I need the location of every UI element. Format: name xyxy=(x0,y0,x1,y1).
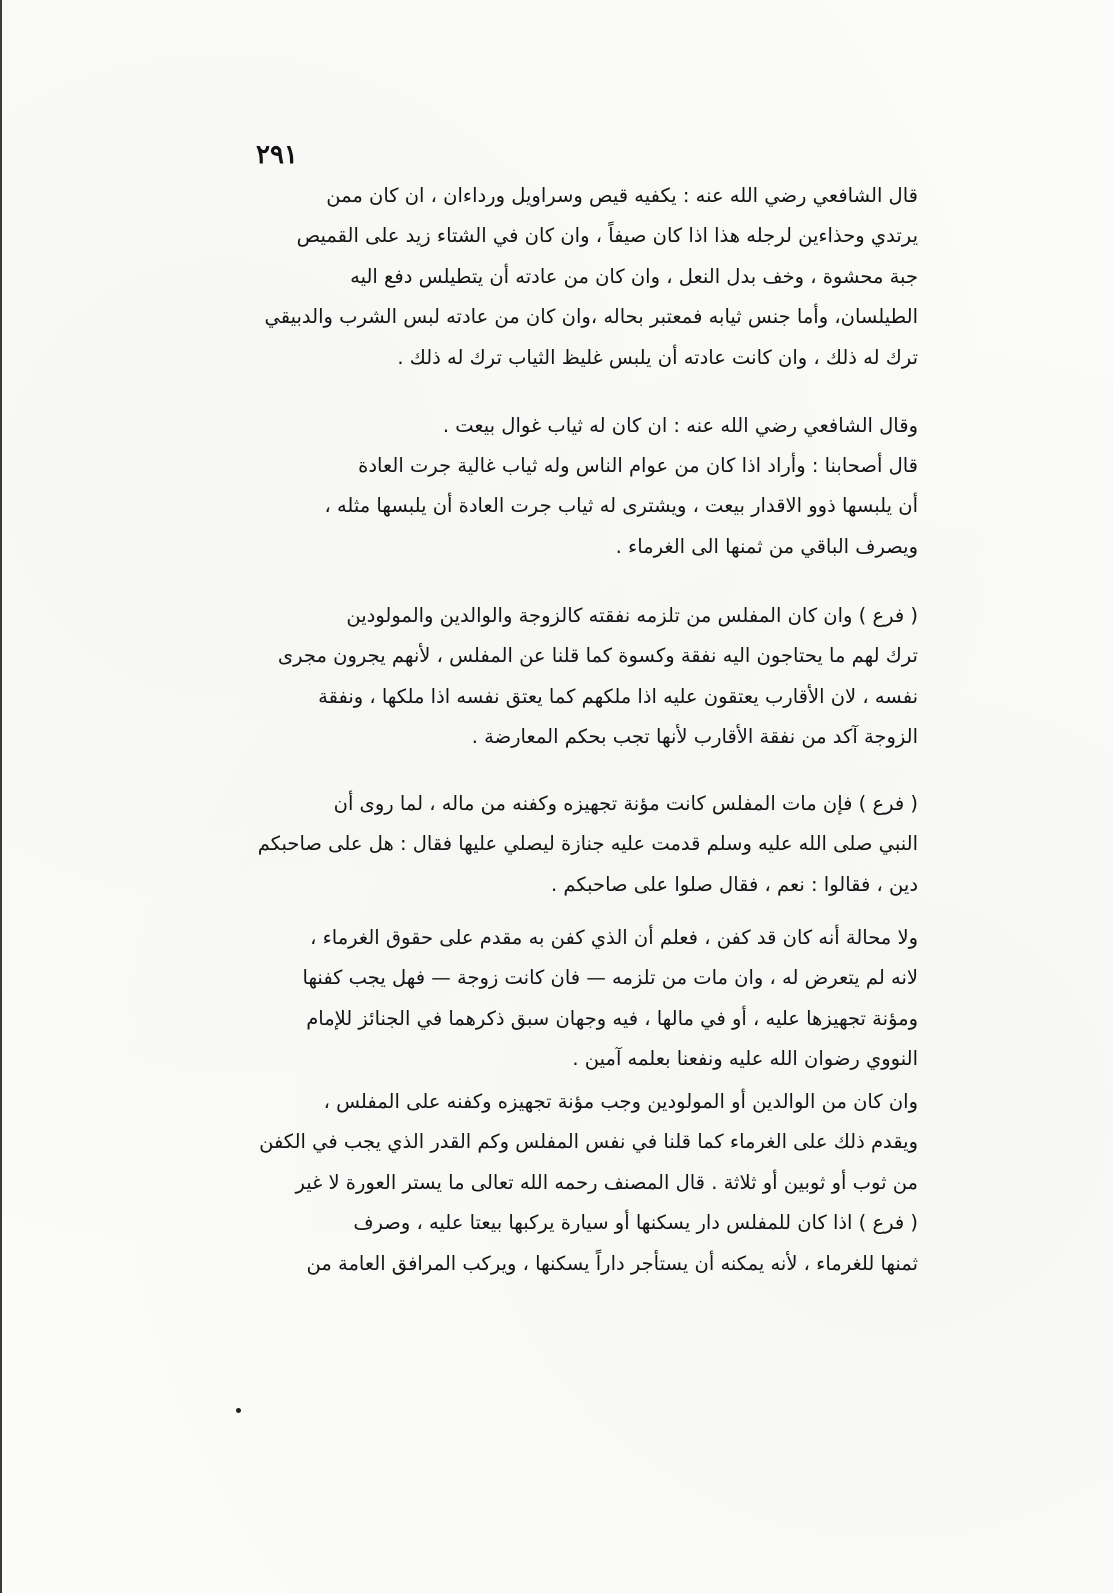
text-line: جبة محشوة ، وخف بدل النعل ، وان كان من عادته أن يتطيلس دفع اليه xyxy=(350,264,918,288)
text-line: ولا محالة أنه كان قد كفن ، فعلم أن الذي كفن به مقدم على حقوق الغرماء ، xyxy=(310,926,918,949)
page-edge-shadow xyxy=(0,0,2,1593)
paragraph-2 xyxy=(200,406,918,446)
text-line: وان كان من الوالدين أو المولودين وجب مؤنة تجهيزه وكفنه على المفلس ، xyxy=(323,1090,918,1113)
text-line: ترك لهم ما يحتاجون اليه نفقة وكسوة كما قلنا عن المفلس ، لأنهم يجرون مجرى xyxy=(277,644,918,668)
text-line: قال أصحابنا : وأراد اذا كان من عوام الناس وله ثياب غالية جرت العادة xyxy=(358,454,918,477)
text-line: ( فرع ) فإن مات المفلس كانت مؤنة تجهيزه وكفنه من ماله ، لما روى أن xyxy=(333,792,918,815)
text-line: من ثوب أو ثوبين أو ثلاثة . قال المصنف رحمه الله تعالى ما يستر العورة لا غير xyxy=(295,1170,918,1194)
paragraph-6 xyxy=(200,918,918,1080)
text-line: الطيلسان، وأما جنس ثيابه فمعتبر بحاله ،وان كان من عادته لبس الشرب والدبيقي xyxy=(264,305,918,329)
paragraph-7 xyxy=(200,1082,918,1284)
paragraph-3 xyxy=(200,446,918,567)
paragraph-5 xyxy=(200,784,918,905)
text-line: ويقدم ذلك على الغرماء كما قلنا في نفس المفلس وكم القدر الذي يجب في الكفن xyxy=(259,1130,918,1154)
text-line: يرتدي وحذاءين لرجله هذا اذا كان صيفاً ، وان كان في الشتاء زيد على القميص xyxy=(296,224,918,248)
paragraph-4 xyxy=(200,596,918,758)
text-line: ( فرع ) اذا كان للمفلس دار يسكنها أو سيارة يركبها بيعتا عليه ، وصرف xyxy=(353,1211,918,1235)
text-line: ومؤنة تجهيزها عليه ، أو في مالها ، فيه وجهان سبق ذكرهما في الجنائز للإمام xyxy=(306,1006,918,1030)
paragraph-1 xyxy=(200,176,918,378)
text-line: ثمنها للغرماء ، لأنه يمكنه أن يستأجر داراً يسكنها ، ويركب المرافق العامة من xyxy=(306,1251,918,1275)
text-line: دين ، فقالوا : نعم ، فقال صلوا على صاحبكم . xyxy=(551,872,918,896)
text-line: ( فرع ) وان كان المفلس من تلزمه نفقته كالزوجة والوالدين والمولودين xyxy=(346,604,918,627)
text-line: الزوجة آكد من نفقة الأقارب لأنها تجب بحكم المعارضة . xyxy=(471,725,918,749)
text-line: نفسه ، لان الأقارب يعتقون عليه اذا ملكهم كما يعتق نفسه اذا ملكها ، ونفقة xyxy=(318,684,918,708)
text-line: النبي صلى الله عليه وسلم قدمت عليه جنازة ليصلي عليها فقال : هل على صاحبكم xyxy=(257,832,918,856)
text-line: ترك له ذلك ، وان كانت عادته أن يلبس غليظ الثياب ترك له ذلك . xyxy=(397,345,918,369)
page-number: ٢٩١ xyxy=(256,140,298,170)
text-line: أن يلبسها ذوو الاقدار بيعت ، ويشترى له ثياب جرت العادة أن يلبسها مثله ، xyxy=(324,494,918,518)
text-line: قال الشافعي رضي الله عنه : يكفيه قيص وسراويل ورداءان ، ان كان ممن xyxy=(326,184,918,207)
text-line: وقال الشافعي رضي الله عنه : ان كان له ثياب غوال بيعت . xyxy=(442,414,918,437)
ink-dot xyxy=(236,1408,241,1413)
text-line: النووي رضوان الله عليه ونفعنا بعلمه آمين . xyxy=(572,1047,918,1071)
text-line: ويصرف الباقي من ثمنها الى الغرماء . xyxy=(615,534,918,558)
text-line: لانه لم يتعرض له ، وان مات من تلزمه — فان كانت زوجة — فهل يجب كفنها xyxy=(302,966,918,990)
